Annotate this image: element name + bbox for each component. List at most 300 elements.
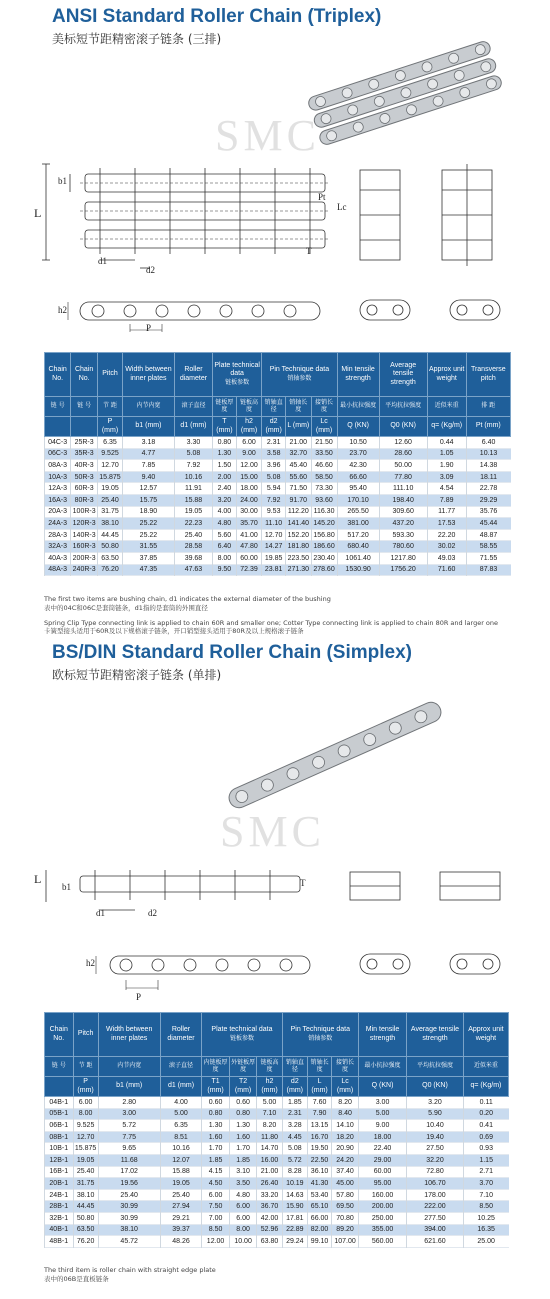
- table-cell: 25.40: [98, 494, 123, 506]
- table-cell: 1.85: [202, 1154, 230, 1166]
- th-avg: Average tensile strength: [379, 353, 427, 397]
- table-cell: 35.70: [236, 518, 261, 530]
- table-cell: 1.85: [282, 1097, 307, 1109]
- table-cell: 05B-1: [45, 1108, 74, 1120]
- simplex-title: BS/DIN Standard Roller Chain (Simplex): [52, 642, 412, 663]
- table-row: [45, 437, 511, 449]
- s-th-avg-unit: Q0 (KN): [407, 1077, 464, 1097]
- th-chain-no: Chain No.: [45, 353, 71, 397]
- s-th-plate-cn: 链板参数: [229, 1034, 254, 1042]
- th-width-unit: b1 (mm): [122, 417, 174, 437]
- table-cell: 1061.40: [337, 552, 379, 564]
- table-cell: 4.54: [427, 483, 466, 495]
- table-cell: 22.20: [427, 529, 466, 541]
- table-cell: 5.60: [213, 529, 237, 541]
- table-cell: 7.92: [174, 460, 212, 472]
- table-cell: 9.525: [98, 448, 123, 460]
- simplex-spec-table: [44, 1012, 509, 1248]
- table-cell: 0.11: [463, 1097, 508, 1109]
- table-cell: 3.28: [282, 1120, 307, 1132]
- s-th-chain-no-cn: 链 号: [45, 1057, 74, 1077]
- triplex-note1-en: The first two items are bushing chain, d1 indicates the external diameter of the bushing: [44, 595, 331, 603]
- s-th-avg-cn: 平均抗拉强度: [407, 1057, 464, 1077]
- table-cell: 8.00: [213, 552, 237, 564]
- table-cell: 89.20: [332, 1224, 359, 1236]
- triplex-title: ANSI Standard Roller Chain (Triplex): [52, 6, 382, 27]
- table-cell: 49.03: [427, 552, 466, 564]
- table-cell: 18.11: [466, 471, 510, 483]
- table-cell: 20A-3: [45, 506, 71, 518]
- s-th-pitch-unit: P (mm): [73, 1077, 98, 1097]
- table-cell: 25.40: [160, 1189, 202, 1201]
- table-cell: 14.70: [257, 1143, 282, 1155]
- s-th-t2-cn: 外链板厚度: [229, 1057, 257, 1077]
- table-cell: 10.00: [229, 1236, 257, 1248]
- table-cell: 7.10: [257, 1108, 282, 1120]
- table-cell: 3.00: [358, 1097, 406, 1109]
- table-cell: 18.00: [358, 1131, 406, 1143]
- table-cell: 4.15: [202, 1166, 230, 1178]
- table-cell: 120R-3: [71, 518, 98, 530]
- table-row: [45, 552, 511, 564]
- triplex-subtitle: 美标短节距精密滚子链条 (三排): [52, 32, 222, 46]
- triplex-note2-cn: 卡簧型接头适用于60R及以下规格滚子链条，开口销型接头适用于80R及以上规格滚子链条: [44, 627, 304, 636]
- table-cell: 0.60: [202, 1097, 230, 1109]
- th-pin-en: Pin Technique data: [269, 366, 330, 374]
- s-th-width: Width between inner plates: [98, 1013, 160, 1057]
- table-cell: 22.40: [358, 1143, 406, 1155]
- table-cell: 12.70: [98, 460, 123, 472]
- table-cell: 5.90: [407, 1108, 464, 1120]
- table-cell: 19.05: [98, 483, 123, 495]
- simplex-note-en: The third item is roller chain with straight edge plate: [44, 1266, 216, 1274]
- s-th-min-cn: 最小抗拉强度: [358, 1057, 406, 1077]
- table-cell: 19.85: [262, 552, 286, 564]
- table-cell: 278.60: [311, 564, 337, 576]
- th-min-unit: Q (KN): [337, 417, 379, 437]
- table-cell: 93.60: [311, 494, 337, 506]
- table-cell: 52.96: [257, 1224, 282, 1236]
- table-cell: 19.40: [407, 1131, 464, 1143]
- table-row: [45, 1154, 509, 1166]
- table-cell: 40B-1: [45, 1224, 74, 1236]
- table-cell: 28.58: [174, 541, 212, 553]
- table-cell: 21.50: [311, 437, 337, 449]
- table-cell: 91.70: [286, 494, 311, 506]
- table-cell: 24.00: [236, 494, 261, 506]
- table-cell: 72.39: [236, 564, 261, 576]
- table-cell: 0.44: [427, 437, 466, 449]
- table-cell: 72.80: [407, 1166, 464, 1178]
- table-cell: 36.70: [257, 1201, 282, 1213]
- table-row: [45, 1178, 509, 1190]
- table-cell: 0.80: [202, 1108, 230, 1120]
- table-cell: 11.10: [262, 518, 286, 530]
- table-cell: 265.50: [337, 506, 379, 518]
- table-cell: 277.50: [407, 1212, 464, 1224]
- table-cell: 10.19: [282, 1178, 307, 1190]
- table-cell: 60R-3: [71, 483, 98, 495]
- table-cell: 27.94: [160, 1201, 202, 1213]
- dim-label-P: P: [146, 323, 152, 333]
- table-cell: 45.40: [286, 460, 311, 472]
- th-pitch: Pitch: [98, 353, 123, 397]
- th-roller-unit: d1 (mm): [174, 417, 212, 437]
- table-cell: 0.80: [213, 437, 237, 449]
- table-cell: 1.50: [213, 460, 237, 472]
- table-cell: 3.96: [262, 460, 286, 472]
- table-cell: 15.00: [236, 471, 261, 483]
- table-cell: 160R-3: [71, 541, 98, 553]
- table-cell: 0.41: [463, 1120, 508, 1132]
- table-cell: 9.40: [122, 471, 174, 483]
- table-cell: 4.00: [213, 506, 237, 518]
- table-cell: 35R-3: [71, 448, 98, 460]
- s-th-weight-cn: 近似米重: [463, 1057, 508, 1077]
- table-cell: 9.00: [358, 1120, 406, 1132]
- table-cell: 7.00: [202, 1212, 230, 1224]
- watermark-2: SMC: [220, 807, 325, 856]
- table-cell: 5.00: [160, 1108, 202, 1120]
- table-cell: 1756.20: [379, 564, 427, 576]
- table-cell: 178.00: [407, 1189, 464, 1201]
- table-cell: 309.60: [379, 506, 427, 518]
- table-cell: 29.29: [466, 494, 510, 506]
- table-cell: 25.40: [174, 529, 212, 541]
- th-avg-cn: 平均抗拉强度: [379, 397, 427, 417]
- table-cell: 47.63: [174, 564, 212, 576]
- table-cell: 53.40: [307, 1189, 331, 1201]
- s-th-pin-lc-unit: Lc (mm): [332, 1077, 359, 1097]
- table-cell: 4.45: [282, 1131, 307, 1143]
- table-cell: 3.00: [98, 1108, 160, 1120]
- table-cell: 116.30: [311, 506, 337, 518]
- th-roller: Roller diameter: [174, 353, 212, 397]
- s-th-pin-l-unit: L (mm): [307, 1077, 331, 1097]
- th-unit-blank1: [45, 417, 71, 437]
- table-cell: 15.88: [174, 494, 212, 506]
- table-cell: 20.90: [332, 1143, 359, 1155]
- table-cell: 1.05: [427, 448, 466, 460]
- table-cell: 621.60: [407, 1236, 464, 1248]
- table-cell: 63.50: [98, 552, 123, 564]
- table-cell: 58.50: [311, 471, 337, 483]
- table-cell: 1.60: [202, 1131, 230, 1143]
- th-plate-cn: 链板参数: [225, 378, 250, 386]
- table-cell: 30.02: [427, 541, 466, 553]
- table-cell: 5.08: [262, 471, 286, 483]
- table-cell: 29.21: [160, 1212, 202, 1224]
- table-cell: 16B-1: [45, 1166, 74, 1178]
- table-cell: 10A-3: [45, 471, 71, 483]
- table-cell: 28A-3: [45, 529, 71, 541]
- triplex-chain-render: [300, 38, 510, 148]
- dim-label-Lc: Lc: [337, 202, 347, 212]
- table-cell: 32.70: [286, 448, 311, 460]
- table-row: [45, 1097, 509, 1109]
- table-row: [45, 529, 511, 541]
- table-row: [45, 1224, 509, 1236]
- table-cell: 17.02: [98, 1166, 160, 1178]
- table-cell: 3.10: [229, 1166, 257, 1178]
- th-pin-d-unit: d2 (mm): [262, 417, 286, 437]
- table-cell: 19.05: [73, 1154, 98, 1166]
- table-cell: 41.00: [236, 529, 261, 541]
- dim-label-L: L: [34, 206, 42, 220]
- th-min: Min tensile strength: [337, 353, 379, 397]
- table-cell: 222.00: [407, 1201, 464, 1213]
- table-cell: 1.70: [202, 1143, 230, 1155]
- table-cell: 1.60: [229, 1131, 257, 1143]
- table-cell: 36.10: [307, 1166, 331, 1178]
- simplex-chain-render: [215, 700, 455, 810]
- table-cell: 5.72: [98, 1120, 160, 1132]
- s-th-avg: Average tensile strength: [407, 1013, 464, 1057]
- table-cell: 0.69: [463, 1131, 508, 1143]
- table-cell: 3.70: [463, 1178, 508, 1190]
- th-chain-no2-cn: 链 号: [71, 397, 98, 417]
- table-cell: 33.50: [311, 448, 337, 460]
- table-cell: 22.23: [174, 518, 212, 530]
- table-cell: 38.10: [98, 1224, 160, 1236]
- table-cell: 8.20: [332, 1097, 359, 1109]
- s-th-roller: Roller diameter: [160, 1013, 202, 1057]
- table-cell: 20B-1: [45, 1178, 74, 1190]
- table-cell: 8.00: [73, 1108, 98, 1120]
- table-cell: 111.10: [379, 483, 427, 495]
- table-row: [45, 460, 511, 472]
- th-transverse-cn: 排 距: [466, 397, 510, 417]
- table-cell: 16.00: [257, 1154, 282, 1166]
- table-cell: 22.89: [282, 1224, 307, 1236]
- table-cell: 5.94: [262, 483, 286, 495]
- table-cell: 37.85: [122, 552, 174, 564]
- table-cell: 30.00: [236, 506, 261, 518]
- table-cell: 240R-3: [71, 564, 98, 576]
- table-cell: 69.50: [332, 1201, 359, 1213]
- th-unit-blank2: [71, 417, 98, 437]
- table-cell: 4.77: [122, 448, 174, 460]
- th-plate-t-cn: 链板厚度: [213, 397, 237, 417]
- th-transverse-unit: Pt (mm): [466, 417, 510, 437]
- table-cell: 37.40: [332, 1166, 359, 1178]
- table-cell: 1.30: [213, 448, 237, 460]
- table-cell: 6.35: [98, 437, 123, 449]
- s-th-h2-cn: 链板高度: [257, 1057, 282, 1077]
- table-cell: 21.00: [257, 1166, 282, 1178]
- th-pin-l-cn: 销轴长度: [286, 397, 311, 417]
- table-row: [45, 1131, 509, 1143]
- th-pitch-unit: P (mm): [98, 417, 123, 437]
- table-cell: 39.68: [174, 552, 212, 564]
- table-cell: 21.00: [286, 437, 311, 449]
- table-cell: 4.80: [213, 518, 237, 530]
- table-cell: 9.50: [213, 564, 237, 576]
- triplex-link-views: [352, 160, 512, 270]
- th-transverse: Transverse pitch: [466, 353, 510, 397]
- table-cell: 3.58: [262, 448, 286, 460]
- table-cell: 50R-3: [71, 471, 98, 483]
- table-cell: 40R-3: [71, 460, 98, 472]
- simplex-subtitle: 欧标短节距精密滚子链条 (单排): [52, 668, 222, 682]
- simplex-note-cn: 表中的06B是直板链条: [44, 1274, 109, 1283]
- table-cell: 107.00: [332, 1236, 359, 1248]
- s-th-t1-unit: T1 (mm): [202, 1077, 230, 1097]
- table-cell: 10.13: [466, 448, 510, 460]
- simplex-connecting-links: [350, 946, 520, 986]
- table-cell: 16A-3: [45, 494, 71, 506]
- table-row: [45, 1120, 509, 1132]
- triplex-notes: [44, 595, 498, 636]
- table-cell: 32A-3: [45, 541, 71, 553]
- s-dim-label-d2: d2: [148, 908, 157, 918]
- th-min-cn: 最小抗拉强度: [337, 397, 379, 417]
- table-cell: 12.57: [122, 483, 174, 495]
- table-cell: 9.65: [98, 1143, 160, 1155]
- simplex-side-view: [60, 948, 330, 998]
- triplex-table-body: [45, 437, 511, 576]
- table-cell: 355.00: [358, 1224, 406, 1236]
- table-cell: 8.28: [282, 1166, 307, 1178]
- table-cell: 1.30: [202, 1120, 230, 1132]
- table-cell: 1.15: [463, 1154, 508, 1166]
- s-th-t2-unit: T2 (mm): [229, 1077, 257, 1097]
- table-cell: 230.40: [311, 552, 337, 564]
- table-cell: 15.875: [98, 471, 123, 483]
- s-th-pitch-cn: 节 距: [73, 1057, 98, 1077]
- s-th-roller-unit: d1 (mm): [160, 1077, 202, 1097]
- table-cell: 3.30: [174, 437, 212, 449]
- table-cell: 152.20: [286, 529, 311, 541]
- table-cell: 65.10: [307, 1201, 331, 1213]
- table-cell: 9.00: [236, 448, 261, 460]
- s-dim-label-b1: b1: [62, 882, 71, 892]
- table-cell: 3.20: [407, 1097, 464, 1109]
- table-cell: 271.30: [286, 564, 311, 576]
- table-cell: 7.10: [463, 1189, 508, 1201]
- table-cell: 560.00: [358, 1236, 406, 1248]
- th-pitch-cn: 节 距: [98, 397, 123, 417]
- dim-label-b1: b1: [58, 176, 67, 186]
- table-cell: 14.38: [466, 460, 510, 472]
- table-cell: 5.08: [282, 1143, 307, 1155]
- table-cell: 24B-1: [45, 1189, 74, 1201]
- s-th-pin-d-unit: d2 (mm): [282, 1077, 307, 1097]
- table-cell: 25.22: [122, 529, 174, 541]
- table-cell: 5.00: [257, 1097, 282, 1109]
- triplex-spec-table: [44, 352, 511, 576]
- table-cell: 4.00: [160, 1097, 202, 1109]
- table-cell: 45.00: [332, 1178, 359, 1190]
- table-cell: 57.80: [332, 1189, 359, 1201]
- table-cell: 10B-1: [45, 1143, 74, 1155]
- table-cell: 71.50: [286, 483, 311, 495]
- table-row: [45, 506, 511, 518]
- th-roller-cn: 滚子直径: [174, 397, 212, 417]
- th-plate-en: Plate technical data: [214, 362, 260, 378]
- table-cell: 04C-3: [45, 437, 71, 449]
- table-cell: 10.16: [160, 1143, 202, 1155]
- table-cell: 15.75: [122, 494, 174, 506]
- table-cell: 9.53: [262, 506, 286, 518]
- table-cell: 7.60: [307, 1097, 331, 1109]
- s-th-weight-unit: q= (Kg/m): [463, 1077, 508, 1097]
- s-th-roller-cn: 滚子直径: [160, 1057, 202, 1077]
- table-row: [45, 1236, 509, 1248]
- table-cell: 145.20: [311, 518, 337, 530]
- table-cell: 24A-3: [45, 518, 71, 530]
- th-pin-cn: 销轴参数: [287, 374, 312, 382]
- table-row: [45, 518, 511, 530]
- th-chain-no2: Chain No.: [71, 353, 98, 397]
- table-cell: 38.10: [73, 1189, 98, 1201]
- table-cell: 5.08: [174, 448, 212, 460]
- table-cell: 30.99: [98, 1212, 160, 1224]
- table-cell: 181.80: [286, 541, 311, 553]
- table-cell: 71.55: [466, 552, 510, 564]
- table-cell: 7.90: [307, 1108, 331, 1120]
- table-cell: 8.51: [160, 1131, 202, 1143]
- table-row: [45, 1143, 509, 1155]
- table-cell: 25R-3: [71, 437, 98, 449]
- table-cell: 0.80: [229, 1108, 257, 1120]
- table-cell: 2.40: [213, 483, 237, 495]
- table-cell: 100R-3: [71, 506, 98, 518]
- table-cell: 44.45: [73, 1201, 98, 1213]
- table-cell: 46.60: [311, 460, 337, 472]
- table-cell: 71.60: [427, 564, 466, 576]
- table-cell: 41.30: [307, 1178, 331, 1190]
- table-cell: 18.90: [122, 506, 174, 518]
- table-cell: 14.63: [282, 1189, 307, 1201]
- th-plate-h-unit: h2 (mm): [236, 417, 261, 437]
- s-th-unit-blank: [45, 1077, 74, 1097]
- table-cell: 30.99: [98, 1201, 160, 1213]
- table-row: [45, 1201, 509, 1213]
- table-cell: 47.80: [236, 541, 261, 553]
- table-cell: 50.80: [73, 1212, 98, 1224]
- table-cell: 11.68: [98, 1154, 160, 1166]
- table-cell: 437.20: [379, 518, 427, 530]
- table-cell: 7.89: [427, 494, 466, 506]
- th-pin-lc-cn: 接销长度: [311, 397, 337, 417]
- table-cell: 27.50: [407, 1143, 464, 1155]
- table-cell: 223.50: [286, 552, 311, 564]
- table-cell: 24.20: [332, 1154, 359, 1166]
- table-cell: 17.53: [427, 518, 466, 530]
- table-cell: 19.56: [98, 1178, 160, 1190]
- table-cell: 29.24: [282, 1236, 307, 1248]
- table-cell: 11.80: [257, 1131, 282, 1143]
- s-th-plate-en: Plate technical data: [211, 1026, 273, 1034]
- table-cell: 5.00: [358, 1108, 406, 1120]
- triplex-note1-cn: 表中的04C和06C是套筒链条，d1指的是套筒的外围直径: [44, 603, 208, 612]
- th-width-cn: 内节内宽: [122, 397, 174, 417]
- table-cell: 517.20: [337, 529, 379, 541]
- th-weight-cn: 近似米重: [427, 397, 466, 417]
- table-cell: 6.00: [229, 1201, 257, 1213]
- s-th-h2-unit: h2 (mm): [257, 1077, 282, 1097]
- table-cell: 7.85: [122, 460, 174, 472]
- table-cell: 42.30: [337, 460, 379, 472]
- table-cell: 12A-3: [45, 483, 71, 495]
- table-cell: 10.40: [407, 1120, 464, 1132]
- table-row: [45, 448, 511, 460]
- table-cell: 3.20: [213, 494, 237, 506]
- s-th-pin-lc-cn: 接销长度: [332, 1057, 359, 1077]
- table-cell: 1530.90: [337, 564, 379, 576]
- th-chain-no-cn: 链 号: [45, 397, 71, 417]
